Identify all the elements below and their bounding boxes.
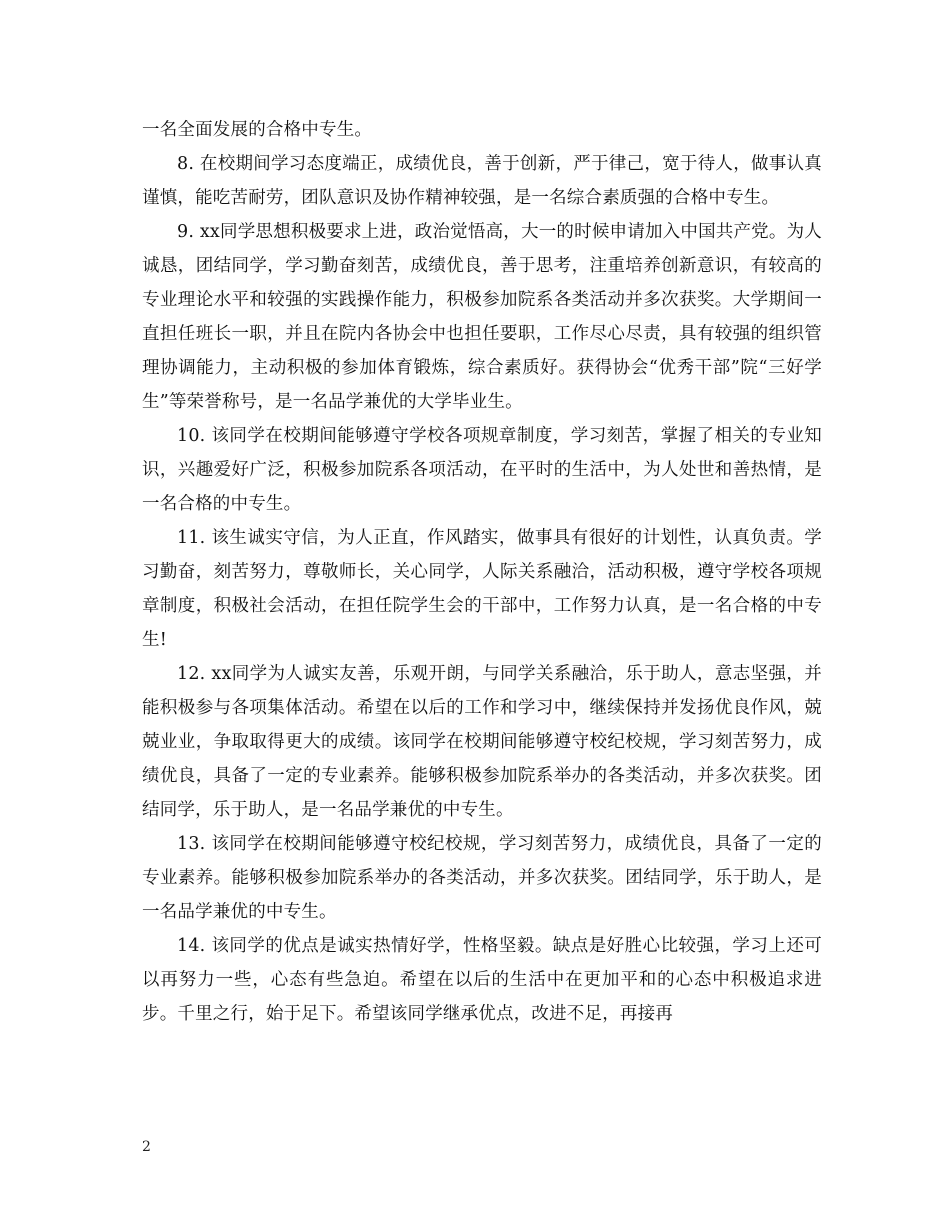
paragraph-item-12: 12. xx同学为人诚实友善，乐观开朗，与同学关系融洽，乐于助人，意志坚强，并能积极参与各项集体活动。希望在以后的工作和学习中，继续保持并发扬优良作风，兢兢业业，争取取得更大的成绩。该同学在校期间能够遵守校纪校规，学习刻苦努力，成绩优良，具备了一定的专业素养。能够积极参加院系举办的各类活动，并多次获奖。团结同学，乐于助人，是一名品学兼优的中专生。 [142,664,822,820]
paragraph-item-10: 10. 该同学在校期间能够遵守学校各项规章制度，学习刻苦，掌握了相关的专业知识，兴趣爱好广泛，积极参加院系各项活动，在平时的生活中，为人处世和善热情，是一名合格的中专生。 [142,426,822,514]
paragraph-item-8: 8. 在校期间学习态度端正，成绩优良，善于创新，严于律己，宽于待人，做事认真谨慎，能吃苦耐劳，团队意识及协作精神较强，是一名综合素质强的合格中专生。 [142,154,822,208]
paragraph-item-11: 11. 该生诚实守信，为人正直，作风踏实，做事具有很好的计划性，认真负责。学习勤奋，刻苦努力，尊敬师长，关心同学，人际关系融洽，活动积极，遵守学校各项规章制度，积极社会活动，在担任院学生会的干部中，工作努力认真，是一名合格的中专生! [142,528,822,650]
document-body [142,113,822,1031]
page-number: 2 [142,1139,151,1155]
paragraph-item-9: 9. xx同学思想积极要求上进，政治觉悟高，大一的时候申请加入中国共产党。为人诚恳，团结同学，学习勤奋刻苦，成绩优良，善于思考，注重培养创新意识，有较高的专业理论水平和较强的实践操作能力，积极参加院系各类活动并多次获奖。大学期间一直担任班长一职，并且在院内各协会中也担任要职，工作尽心尽责，具有较强的组织管理协调能力，主动积极的参加体育锻炼，综合素质好。获得协会“优秀干部”院“三好学生”等荣誉称号，是一名品学兼优的大学毕业生。 [142,222,822,412]
paragraph-item-13: 13. 该同学在校期间能够遵守校纪校规，学习刻苦努力，成绩优良，具备了一定的专业素养。能够积极参加院系举办的各类活动，并多次获奖。团结同学，乐于助人，是一名品学兼优的中专生。 [142,834,822,922]
paragraph-continuation: 一名全面发展的合格中专生。 [142,120,373,140]
paragraph-item-14: 14. 该同学的优点是诚实热情好学，性格坚毅。缺点是好胜心比较强，学习上还可以再努力一些，心态有些急迫。希望在以后的生活中在更加平和的心态中积极追求进步。千里之行，始于足下。希望该同学继承优点，改进不足，再接再 [142,936,822,1024]
